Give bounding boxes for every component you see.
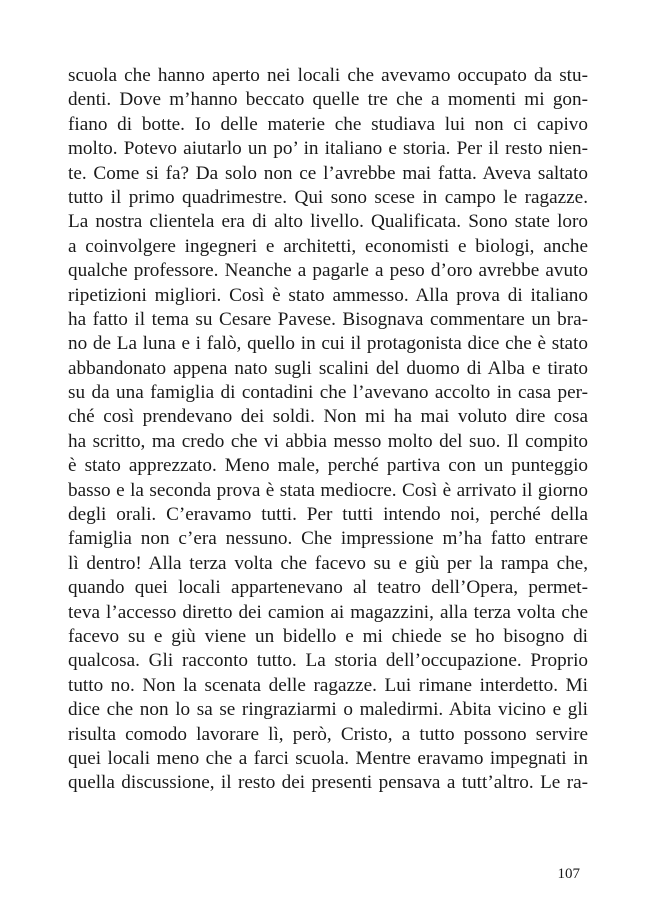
text-line: quella discussione, il resto dei presenti pensava a tutt’altro. Le ra- xyxy=(68,772,588,794)
text-line: denti. Dove m’hanno beccato quelle tre che a momenti mi gon- xyxy=(68,89,588,111)
text-line: risulta comodo lavorare lì, però, Cristo, a tutto possono servire xyxy=(68,723,588,745)
text-line: tutto il primo quadrimestre. Qui sono scese in campo le ragazze. xyxy=(68,186,588,208)
text-line: basso e la seconda prova è stata mediocre. Così è arrivato il giorno xyxy=(68,479,588,501)
text-line: teva l’accesso diretto dei camion ai magazzini, alla terza volta che xyxy=(68,601,588,623)
text-line: degli orali. C’eravamo tutti. Per tutti intendo noi, perché della xyxy=(68,504,588,526)
text-line: qualcosa. Gli racconto tutto. La storia dell’occupazione. Proprio xyxy=(68,650,588,672)
text-line: facevo su e giù viene un bidello e mi chiede se ho bisogno di xyxy=(68,625,588,647)
text-line: è stato apprezzato. Meno male, perché partiva con un punteggio xyxy=(68,455,588,477)
text-line: famiglia non c’era nessuno. Che impressione m’ha fatto entrare xyxy=(68,528,588,550)
text-line: a coinvolgere ingegneri e architetti, economisti e biologi, anche xyxy=(68,235,588,257)
text-line: ha scritto, ma credo che vi abbia messo molto del suo. Il compito xyxy=(68,430,588,452)
text-line: dice che non lo sa se ringraziarmi o maledirmi. Abita vicino e gli xyxy=(68,699,588,721)
text-line: su da una famiglia di contadini che l’avevano accolto in casa per- xyxy=(68,382,588,404)
body-text xyxy=(68,64,588,796)
text-line: quei locali meno che a farci scuola. Mentre eravamo impegnati in xyxy=(68,747,588,769)
text-line: molto. Potevo aiutarlo un po’ in italiano e storia. Per il resto nien- xyxy=(68,138,588,160)
text-line: quando quei locali appartenevano al teatro dell’Opera, permet- xyxy=(68,577,588,599)
text-line: fiano di botte. Io delle materie che studiava lui non ci capivo xyxy=(68,113,588,135)
text-line: abbandonato appena nato sugli scalini del duomo di Alba e tirato xyxy=(68,357,588,379)
text-line: no de La luna e i falò, quello in cui il protagonista dice che è stato xyxy=(68,333,588,355)
text-line: ripetizioni migliori. Così è stato ammesso. Alla prova di italiano xyxy=(68,284,588,306)
text-line: ché così prendevano dei soldi. Non mi ha mai voluto dire cosa xyxy=(68,406,588,428)
text-line: qualche professore. Neanche a pagarle a peso d’oro avrebbe avuto xyxy=(68,260,588,282)
text-line: ha fatto il tema su Cesare Pavese. Bisognava commentare un bra- xyxy=(68,308,588,330)
text-line: tutto no. Non la scenata delle ragazze. Lui rimane interdetto. Mi xyxy=(68,674,588,696)
page-number: 107 xyxy=(557,866,580,882)
text-line: lì dentro! Alla terza volta che facevo su e giù per la rampa che, xyxy=(68,552,588,574)
text-line: La nostra clientela era di alto livello. Qualificata. Sono state loro xyxy=(68,211,588,233)
text-line: te. Come si fa? Da solo non ce l’avrebbe mai fatta. Aveva saltato xyxy=(68,162,588,184)
text-line: scuola che hanno aperto nei locali che avevamo occupato da stu- xyxy=(68,65,588,86)
